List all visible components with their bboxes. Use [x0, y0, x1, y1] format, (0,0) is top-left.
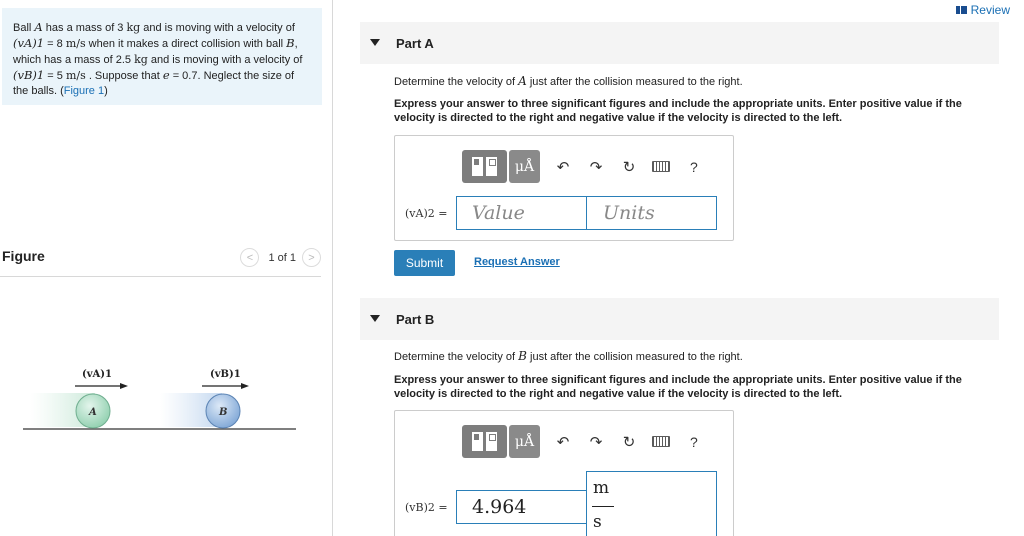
label-va1: (vA)1 [82, 369, 112, 380]
unit-ms: m/s [65, 37, 86, 50]
help-icon[interactable]: ? [690, 158, 698, 175]
ball-b-label: B [219, 407, 228, 418]
problem-text: = 5 [44, 70, 66, 82]
figure-header [0, 243, 321, 277]
collapse-triangle-icon [370, 315, 380, 322]
part-a-question [394, 74, 743, 88]
ball-a-label: A [89, 407, 97, 418]
templates-icon[interactable] [462, 425, 507, 458]
unit-kg: kg [126, 21, 141, 34]
reset-icon[interactable]: ↻ [622, 433, 636, 451]
undo-icon[interactable]: ↶ [556, 433, 570, 451]
question-text: just after the collision measured to the right. [526, 76, 743, 88]
question-var: A [518, 74, 527, 88]
part-a-instruction: Express your answer to three significant figures and include the appropriate units. Enter positive value if the velocity is directed to the right and negative value if the velocity is directed to the left. [394, 98, 962, 124]
part-a-toolbar [462, 150, 698, 183]
chevron-right-icon[interactable]: > [302, 248, 321, 267]
question-var: B [518, 349, 527, 363]
part-b-value-input[interactable] [456, 490, 587, 524]
question-text: Determine the velocity of [394, 76, 519, 88]
problem-text: = 8 [44, 38, 66, 50]
figure-title: Figure [2, 248, 45, 264]
redo-icon[interactable]: ↷ [589, 433, 603, 451]
request-answer-link[interactable]: Request Answer [474, 256, 560, 268]
keyboard-icon[interactable] [652, 436, 670, 447]
units-denominator: s [593, 512, 602, 532]
keyboard-icon[interactable] [652, 161, 670, 172]
submit-button[interactable]: Submit [394, 250, 455, 276]
figure-link[interactable]: Figure 1 [63, 85, 105, 97]
part-b-var-label: (vB)2 = [405, 501, 448, 514]
part-b-question [394, 349, 743, 363]
unit-ms: m/s [65, 69, 86, 82]
ball-b-symbol: B [286, 36, 295, 50]
problem-text: . Suppose that [85, 70, 163, 82]
part-b-toolbar [462, 425, 698, 458]
arrowhead-b [241, 383, 249, 389]
unit-kg: kg [134, 53, 148, 66]
problem-text: has a mass of 3 [42, 22, 127, 34]
problem-statement [2, 8, 322, 105]
part-b-answer-box [394, 410, 734, 536]
review-icon [956, 6, 967, 14]
problem-text: ) [104, 85, 108, 97]
figure-pager [240, 248, 321, 267]
part-b-header[interactable] [360, 298, 999, 340]
part-a-var-label: (vA)2 = [405, 207, 448, 220]
chevron-left-icon[interactable]: < [240, 248, 259, 267]
review-label: Review [970, 3, 1010, 17]
redo-icon[interactable]: ↷ [589, 158, 603, 176]
units-symbol-button[interactable]: μÅ [509, 425, 540, 458]
problem-text: = 0.7. Neglect the size of the balls. ( [13, 70, 295, 97]
part-b-instruction: Express your answer to three significant figures and include the appropriate units. Enter positive value if the velocity is directed to the right and negative value if the velocity is directed to the left. [394, 374, 962, 400]
part-a-units-input[interactable] [586, 196, 717, 230]
arrowhead-a [120, 383, 128, 389]
problem-text: Ball [13, 22, 35, 34]
review-link[interactable] [956, 3, 1010, 17]
left-panel [0, 0, 333, 536]
problem-text: and is moving with a velocity of [147, 54, 303, 66]
problem-text: , which has a mass of 2.5 [13, 38, 298, 66]
velocity-a1-symbol: (vA)1 [13, 36, 45, 50]
fraction-bar [592, 506, 614, 507]
part-a-header[interactable] [360, 22, 999, 64]
part-b-units-input[interactable] [586, 471, 717, 536]
velocity-b1-symbol: (vB)1 [13, 68, 45, 82]
part-a-title: Part A [396, 36, 434, 51]
collision-figure [20, 360, 305, 440]
restitution-symbol: e [162, 68, 170, 82]
templates-icon[interactable] [462, 150, 507, 183]
reset-icon[interactable]: ↻ [622, 158, 636, 176]
pager-text: 1 of 1 [268, 251, 296, 264]
units-symbol-button[interactable]: μÅ [509, 150, 540, 183]
question-text: Determine the velocity of [394, 351, 519, 363]
undo-icon[interactable]: ↶ [556, 158, 570, 176]
ball-a-symbol: A [34, 20, 43, 34]
part-b-title: Part B [396, 312, 435, 327]
label-vb1: (vB)1 [210, 369, 241, 380]
collapse-triangle-icon [370, 39, 380, 46]
problem-text: when it makes a direct collision with ball [85, 38, 287, 50]
problem-text: and is moving with a velocity of [140, 22, 295, 34]
part-a-value-input[interactable] [456, 196, 587, 230]
part-a-answer-box [394, 135, 734, 241]
units-numerator: m [593, 478, 610, 498]
question-text: just after the collision measured to the right. [526, 351, 743, 363]
help-icon[interactable]: ? [690, 433, 698, 450]
